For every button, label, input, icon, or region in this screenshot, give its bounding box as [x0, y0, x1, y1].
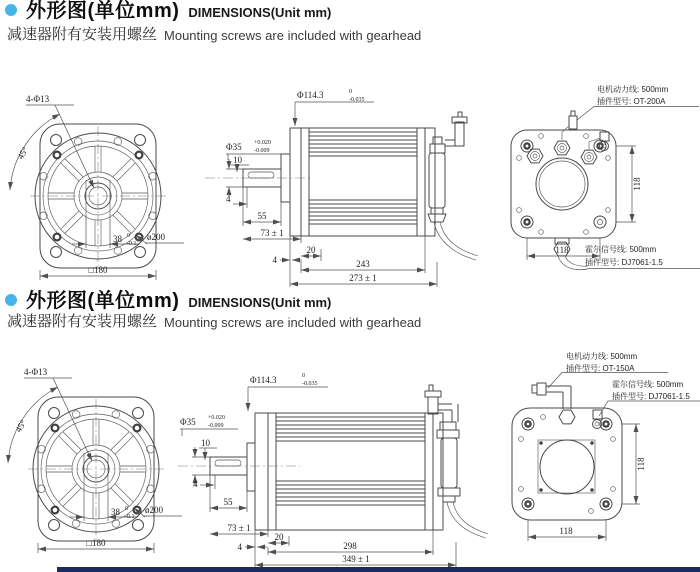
- dim-total-length: 349 ± 1: [342, 554, 370, 564]
- section1-subtitle-en: Mounting screws are included with gearhead: [164, 28, 422, 43]
- dim-front-offset: 20: [274, 532, 284, 542]
- hall-connector-label: 插件型号: DJ7061-1.5: [612, 392, 690, 401]
- dimension-drawing-motor-1: [0, 56, 700, 290]
- dim-rear-vertical: 118: [632, 177, 642, 191]
- bullet-icon: [5, 4, 17, 16]
- dim-keyway-offset: 4: [193, 479, 198, 489]
- rear-view-motor-1: [511, 84, 700, 270]
- front-flange-view-2: [8, 367, 182, 553]
- hall-lead-label: 霍尔信号线: 500mm: [585, 245, 657, 254]
- dim-shaft-dia-tol-top: +0.020: [254, 140, 271, 146]
- power-plug: [455, 122, 464, 146]
- dim-shaft-length: 55: [223, 497, 233, 507]
- motor-body: [268, 413, 433, 530]
- section1-title-en: DIMENSIONS(Unit mm): [188, 5, 332, 20]
- signal-cable: [434, 222, 478, 260]
- terminal-nuts: [527, 141, 597, 164]
- bullet-icon: [5, 294, 17, 306]
- front-end-plate: [290, 128, 301, 236]
- dim-plate-offset: 4: [237, 542, 242, 552]
- section1-subtitle: [7, 27, 421, 42]
- dim-rear-vertical: 118: [636, 457, 646, 471]
- rear-corner-holes: [519, 415, 616, 514]
- dim-keyway-offset: 4: [226, 194, 231, 204]
- power-cable-gland: [559, 410, 575, 424]
- power-connector: [537, 383, 546, 395]
- dim-shaft-dia: Φ35: [180, 417, 196, 427]
- signal-cable: [447, 502, 488, 538]
- rear-boss: [536, 158, 588, 210]
- dim-body-dia: Φ114.3: [250, 375, 277, 385]
- dim-plate-offset: 4: [272, 255, 277, 265]
- rear-plate: [511, 130, 616, 238]
- dim-shaft-length: 55: [257, 211, 267, 221]
- dim-shaft-total: 73 ± 1: [260, 228, 284, 238]
- dim-keyway: 10: [233, 155, 242, 165]
- cooling-fins-bottom: [309, 200, 417, 224]
- dim-angle: 45°: [15, 145, 31, 162]
- dim-shaft-dia-tol-bottom: -0.009: [254, 148, 270, 154]
- power-lead-label: 电机动力线: 500mm: [597, 85, 669, 94]
- rear-view-motor-2: [512, 351, 700, 541]
- dim-shaft-dia-tol-bottom: -0.009: [208, 423, 224, 429]
- power-plug: [428, 397, 438, 414]
- dim-shaft-dia: Φ35: [226, 142, 242, 152]
- rear-corner-holes: [517, 134, 611, 235]
- dim-keyway: 10: [201, 438, 210, 448]
- dim-hub-width: 38: [113, 234, 122, 244]
- footer-bar: [57, 567, 700, 572]
- dim-hub-width-tol-top: 0: [127, 233, 130, 239]
- power-connector-label: 插件型号: OT-200A: [597, 97, 666, 106]
- dimension-drawing-motor-2: [0, 340, 700, 572]
- front-flange-view: [10, 94, 184, 280]
- dim-total-length: 273 ± 1: [349, 273, 377, 283]
- front-end-plate: [255, 413, 268, 530]
- cable-gland: [428, 214, 446, 222]
- section2-subtitle-en: Mounting screws are included with gearhead: [164, 315, 422, 330]
- dim-mount-square: □180: [88, 265, 108, 275]
- cable-gland: [443, 496, 455, 502]
- dim-body-dia-tol-bottom: -0.035: [302, 381, 318, 387]
- junction-box: [429, 153, 445, 208]
- dim-body-dia-tol-top: 0: [302, 373, 305, 379]
- section2-title-en: DIMENSIONS(Unit mm): [188, 295, 332, 310]
- section2-header: [5, 291, 331, 311]
- power-connector-label: 插件型号: OT-150A: [566, 364, 635, 373]
- dim-hub-width-tol-bottom: -0.1: [127, 241, 137, 247]
- section1-title-cn: 外形图(单位mm): [26, 0, 180, 22]
- section2-subtitle: [7, 314, 421, 329]
- power-terminal-pin: [569, 116, 577, 129]
- dim-rear-horizontal: 118: [555, 245, 569, 255]
- dim-body-dia-tol-top: 0: [349, 89, 352, 95]
- keyway: [248, 172, 274, 178]
- hall-fitting: [593, 410, 602, 419]
- dim-body-length: 298: [343, 541, 357, 551]
- cooling-fins-top: [276, 417, 425, 441]
- dim-body-dia-tol-bottom: -0.035: [349, 97, 365, 103]
- dim-bolt-circle: ø200: [147, 232, 165, 242]
- section1-subtitle-cn: 减速器附有安装用螺丝: [7, 26, 158, 43]
- cooling-fins-bottom: [276, 481, 425, 505]
- dim-body-length: 243: [356, 259, 370, 269]
- power-lead-label: 电机动力线: 500mm: [566, 352, 638, 361]
- section2-subtitle-cn: 减速器附有安装用螺丝: [7, 313, 158, 330]
- rear-boss: [540, 440, 594, 494]
- dim-shaft-total: 73 ± 1: [227, 523, 251, 533]
- section1-header: [5, 1, 331, 21]
- hall-lead-label: 霍尔信号线: 500mm: [612, 380, 684, 389]
- side-view-motor-1: [205, 89, 478, 287]
- rear-plate: [512, 408, 622, 520]
- dim-shaft-dia-tol-top: +0.020: [208, 415, 225, 421]
- dim-corner-holes: 4-Φ13: [26, 94, 50, 104]
- dim-body-dia: Φ114.3: [297, 90, 324, 100]
- cooling-fins-top: [309, 132, 417, 156]
- dim-front-offset: 20: [306, 245, 316, 255]
- side-view-motor-2: [178, 373, 488, 568]
- dim-rear-horizontal: 118: [559, 526, 573, 536]
- section2-title-cn: 外形图(单位mm): [26, 290, 180, 312]
- keyway: [215, 460, 241, 466]
- hall-connector-label: 插件型号: DJ7061-1.5: [585, 258, 663, 267]
